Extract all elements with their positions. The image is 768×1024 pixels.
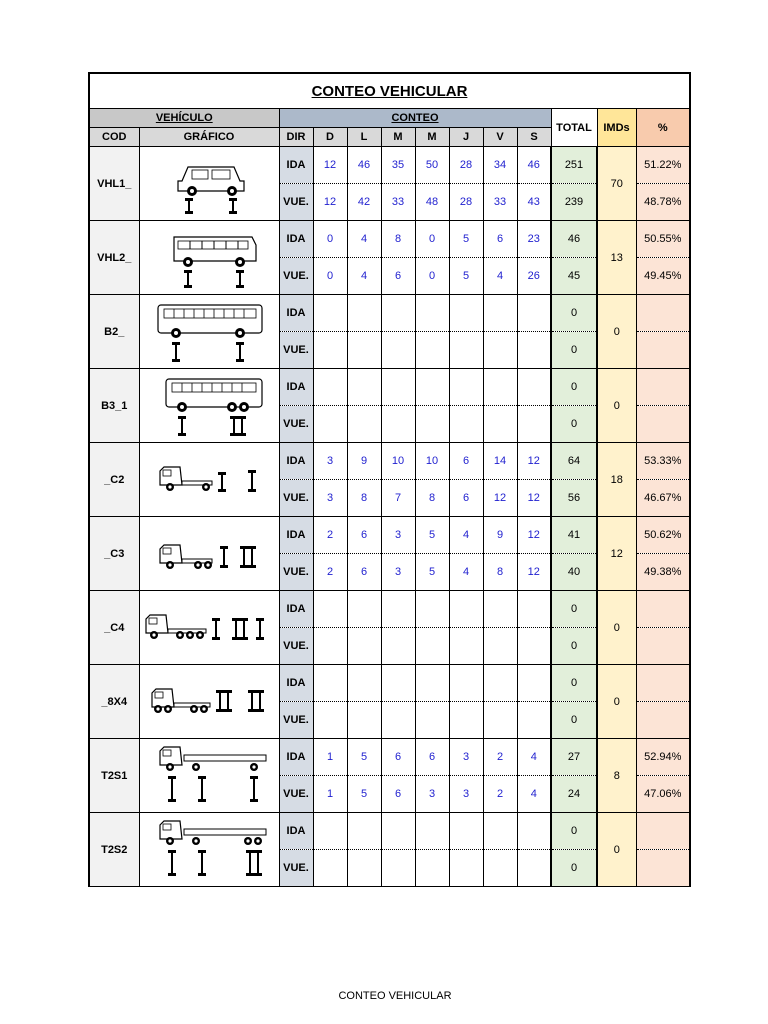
count-ida-cell	[313, 665, 347, 702]
percent-vuelta: 49.45%	[636, 258, 690, 295]
total-vuelta: 0	[551, 850, 597, 887]
vehicle-graphic	[139, 369, 279, 443]
page-footer: CONTEO VEHICULAR	[338, 990, 452, 1002]
dir-vuelta: VUE.	[279, 332, 313, 369]
count-ida-cell: 12	[313, 147, 347, 184]
suv-icon	[140, 151, 279, 217]
count-vuelta-cell: 3	[449, 776, 483, 813]
count-ida-cell	[415, 591, 449, 628]
imds-value: 12	[597, 517, 636, 591]
count-vuelta-cell	[517, 850, 551, 887]
bus-2-axle-icon	[140, 299, 279, 365]
count-ida-cell	[347, 591, 381, 628]
count-ida-cell: 3	[313, 443, 347, 480]
count-vuelta-cell: 28	[449, 184, 483, 221]
count-ida-cell: 34	[483, 147, 517, 184]
vehicle-graphic	[139, 813, 279, 887]
dir-vuelta: VUE.	[279, 406, 313, 443]
vehicle-graphic	[139, 443, 279, 517]
table-row	[89, 591, 690, 628]
table-title: CONTEO VEHICULAR	[311, 82, 468, 100]
count-ida-cell	[415, 813, 449, 850]
count-vuelta-cell	[313, 628, 347, 665]
count-ida-cell: 28	[449, 147, 483, 184]
count-vuelta-cell	[449, 332, 483, 369]
count-ida-cell	[381, 813, 415, 850]
header-percent: %	[636, 109, 690, 147]
table-title-cell	[89, 73, 690, 109]
vehicle-graphic	[139, 517, 279, 591]
dir-vuelta: VUE.	[279, 480, 313, 517]
total-ida: 0	[551, 665, 597, 702]
percent-ida: 52.94%	[636, 739, 690, 776]
dir-ida: IDA	[279, 591, 313, 628]
dir-vuelta: VUE.	[279, 628, 313, 665]
dir-vuelta: VUE.	[279, 184, 313, 221]
dir-vuelta: VUE.	[279, 776, 313, 813]
count-ida-cell: 46	[347, 147, 381, 184]
dir-ida: IDA	[279, 813, 313, 850]
percent-ida	[636, 813, 690, 850]
total-vuelta: 24	[551, 776, 597, 813]
count-vuelta-cell	[347, 332, 381, 369]
count-vuelta-cell: 2	[313, 554, 347, 591]
count-ida-cell: 9	[483, 517, 517, 554]
percent-ida: 53.33%	[636, 443, 690, 480]
header-day: V	[483, 128, 517, 147]
header-cod: COD	[89, 128, 139, 147]
vehicle-graphic	[139, 295, 279, 369]
total-ida: 64	[551, 443, 597, 480]
count-ida-cell: 0	[415, 221, 449, 258]
count-ida-cell	[483, 295, 517, 332]
header-conteo: CONTEO	[279, 109, 551, 128]
count-vuelta-cell	[517, 406, 551, 443]
vehicle-code: VHL1_	[89, 147, 139, 221]
imds-value: 0	[597, 813, 636, 887]
imds-value: 0	[597, 369, 636, 443]
count-vuelta-cell: 1	[313, 776, 347, 813]
count-vuelta-cell: 7	[381, 480, 415, 517]
count-ida-cell	[449, 665, 483, 702]
vehicle-code: T2S1	[89, 739, 139, 813]
count-vuelta-cell	[449, 628, 483, 665]
count-vuelta-cell: 6	[381, 776, 415, 813]
count-ida-cell	[449, 295, 483, 332]
count-ida-cell: 50	[415, 147, 449, 184]
table-row	[89, 517, 690, 554]
count-vuelta-cell: 12	[517, 480, 551, 517]
dir-vuelta: VUE.	[279, 702, 313, 739]
count-vuelta-cell: 8	[483, 554, 517, 591]
count-vuelta-cell: 4	[347, 258, 381, 295]
truck-c4-icon	[140, 595, 279, 661]
percent-vuelta	[636, 332, 690, 369]
count-vuelta-cell: 3	[415, 776, 449, 813]
imds-value: 18	[597, 443, 636, 517]
count-vuelta-cell: 4	[449, 554, 483, 591]
count-vuelta-cell: 8	[347, 480, 381, 517]
total-ida: 41	[551, 517, 597, 554]
count-ida-cell	[415, 295, 449, 332]
imds-value: 8	[597, 739, 636, 813]
count-ida-cell: 14	[483, 443, 517, 480]
percent-vuelta	[636, 628, 690, 665]
count-ida-cell	[483, 591, 517, 628]
percent-ida: 50.55%	[636, 221, 690, 258]
count-ida-cell: 3	[381, 517, 415, 554]
dir-ida: IDA	[279, 147, 313, 184]
count-vuelta-cell: 5	[449, 258, 483, 295]
count-ida-cell: 2	[483, 739, 517, 776]
percent-vuelta	[636, 850, 690, 887]
count-ida-cell	[449, 813, 483, 850]
count-vuelta-cell	[415, 850, 449, 887]
dir-vuelta: VUE.	[279, 554, 313, 591]
count-vuelta-cell	[347, 406, 381, 443]
count-vuelta-cell	[313, 702, 347, 739]
count-vuelta-cell	[415, 628, 449, 665]
count-vuelta-cell	[347, 628, 381, 665]
count-vuelta-cell	[517, 332, 551, 369]
total-vuelta: 0	[551, 406, 597, 443]
vehicle-code: B2_	[89, 295, 139, 369]
imds-value: 0	[597, 591, 636, 665]
header-vehiculo: VEHÍCULO	[89, 109, 279, 128]
count-vuelta-cell	[347, 850, 381, 887]
table-row	[89, 221, 690, 258]
vehicle-code: VHL2_	[89, 221, 139, 295]
count-ida-cell	[415, 369, 449, 406]
total-vuelta: 0	[551, 332, 597, 369]
dir-ida: IDA	[279, 517, 313, 554]
count-vuelta-cell: 33	[381, 184, 415, 221]
count-ida-cell	[449, 369, 483, 406]
count-ida-cell: 10	[415, 443, 449, 480]
count-ida-cell	[347, 665, 381, 702]
trailer-t2s2-icon	[140, 817, 279, 883]
total-vuelta: 56	[551, 480, 597, 517]
percent-vuelta: 49.38%	[636, 554, 690, 591]
count-ida-cell: 5	[449, 221, 483, 258]
count-vuelta-cell	[347, 702, 381, 739]
count-vuelta-cell	[415, 406, 449, 443]
total-vuelta: 45	[551, 258, 597, 295]
count-ida-cell: 2	[313, 517, 347, 554]
count-ida-cell	[381, 591, 415, 628]
count-vuelta-cell: 3	[381, 554, 415, 591]
header-imds: IMDs	[597, 109, 636, 147]
dir-vuelta: VUE.	[279, 258, 313, 295]
count-ida-cell: 4	[347, 221, 381, 258]
count-vuelta-cell: 5	[415, 554, 449, 591]
count-ida-cell	[381, 295, 415, 332]
count-ida-cell: 5	[347, 739, 381, 776]
count-ida-cell	[483, 665, 517, 702]
count-vuelta-cell	[381, 850, 415, 887]
count-vuelta-cell	[517, 702, 551, 739]
minibus-icon	[140, 225, 279, 291]
header-day: D	[313, 128, 347, 147]
total-ida: 46	[551, 221, 597, 258]
truck-8x4-icon	[140, 669, 279, 735]
count-vuelta-cell: 2	[483, 776, 517, 813]
count-ida-cell	[415, 665, 449, 702]
percent-vuelta: 48.78%	[636, 184, 690, 221]
dir-ida: IDA	[279, 739, 313, 776]
count-ida-cell: 1	[313, 739, 347, 776]
total-ida: 0	[551, 295, 597, 332]
count-ida-cell: 3	[449, 739, 483, 776]
vehicle-graphic	[139, 147, 279, 221]
count-vuelta-cell: 42	[347, 184, 381, 221]
table-row	[89, 665, 690, 702]
count-vuelta-cell	[313, 406, 347, 443]
count-ida-cell	[483, 813, 517, 850]
dir-ida: IDA	[279, 369, 313, 406]
percent-ida: 51.22%	[636, 147, 690, 184]
vehicle-graphic	[139, 665, 279, 739]
count-ida-cell	[347, 369, 381, 406]
total-ida: 0	[551, 369, 597, 406]
header-day: J	[449, 128, 483, 147]
count-ida-cell: 10	[381, 443, 415, 480]
count-vuelta-cell: 6	[381, 258, 415, 295]
header-day: M	[381, 128, 415, 147]
header-grafico: GRÁFICO	[139, 128, 279, 147]
count-vuelta-cell	[483, 702, 517, 739]
count-ida-cell	[517, 295, 551, 332]
count-ida-cell: 6	[415, 739, 449, 776]
truck-c3-icon	[140, 521, 279, 587]
vehicle-graphic	[139, 591, 279, 665]
header-dir: DIR	[279, 128, 313, 147]
dir-ida: IDA	[279, 443, 313, 480]
count-ida-cell	[483, 369, 517, 406]
count-vuelta-cell: 48	[415, 184, 449, 221]
dir-ida: IDA	[279, 665, 313, 702]
vehicle-graphic	[139, 739, 279, 813]
count-vuelta-cell	[381, 702, 415, 739]
conteo-sheet	[88, 72, 691, 887]
count-ida-cell	[449, 591, 483, 628]
count-ida-cell: 5	[415, 517, 449, 554]
count-ida-cell	[381, 665, 415, 702]
count-ida-cell	[313, 813, 347, 850]
count-vuelta-cell: 8	[415, 480, 449, 517]
count-ida-cell	[313, 591, 347, 628]
count-vuelta-cell: 4	[517, 776, 551, 813]
count-ida-cell: 12	[517, 443, 551, 480]
count-vuelta-cell	[381, 332, 415, 369]
count-ida-cell: 6	[381, 739, 415, 776]
count-ida-cell: 4	[449, 517, 483, 554]
count-vuelta-cell: 12	[517, 554, 551, 591]
count-vuelta-cell	[449, 406, 483, 443]
count-ida-cell: 23	[517, 221, 551, 258]
count-ida-cell	[517, 665, 551, 702]
total-vuelta: 239	[551, 184, 597, 221]
vehicle-graphic	[139, 221, 279, 295]
count-ida-cell	[517, 591, 551, 628]
count-vuelta-cell	[415, 332, 449, 369]
count-vuelta-cell	[483, 850, 517, 887]
count-ida-cell	[313, 369, 347, 406]
count-ida-cell: 0	[313, 221, 347, 258]
count-vuelta-cell: 4	[483, 258, 517, 295]
count-ida-cell: 8	[381, 221, 415, 258]
count-vuelta-cell: 43	[517, 184, 551, 221]
count-ida-cell: 6	[483, 221, 517, 258]
percent-ida	[636, 665, 690, 702]
header-day: M	[415, 128, 449, 147]
count-vuelta-cell	[449, 850, 483, 887]
table-row	[89, 147, 690, 184]
count-ida-cell	[517, 813, 551, 850]
percent-ida	[636, 369, 690, 406]
vehicle-rows	[89, 147, 690, 887]
vehicle-code: _8X4	[89, 665, 139, 739]
count-ida-cell	[517, 369, 551, 406]
count-vuelta-cell	[381, 406, 415, 443]
count-vuelta-cell	[313, 332, 347, 369]
count-ida-cell	[313, 295, 347, 332]
percent-vuelta	[636, 406, 690, 443]
count-ida-cell	[347, 813, 381, 850]
dir-vuelta: VUE.	[279, 850, 313, 887]
total-ida: 251	[551, 147, 597, 184]
percent-ida	[636, 591, 690, 628]
conteo-table	[88, 72, 691, 887]
count-vuelta-cell: 0	[415, 258, 449, 295]
imds-value: 13	[597, 221, 636, 295]
count-vuelta-cell	[313, 850, 347, 887]
vehicle-code: _C4	[89, 591, 139, 665]
count-vuelta-cell: 0	[313, 258, 347, 295]
vehicle-code: _C2	[89, 443, 139, 517]
count-vuelta-cell	[483, 332, 517, 369]
total-vuelta: 40	[551, 554, 597, 591]
vehicle-code: _C3	[89, 517, 139, 591]
table-row	[89, 295, 690, 332]
percent-ida: 50.62%	[636, 517, 690, 554]
count-vuelta-cell: 5	[347, 776, 381, 813]
count-ida-cell	[347, 295, 381, 332]
count-vuelta-cell: 26	[517, 258, 551, 295]
percent-vuelta: 47.06%	[636, 776, 690, 813]
percent-vuelta	[636, 702, 690, 739]
count-vuelta-cell	[415, 702, 449, 739]
count-ida-cell: 35	[381, 147, 415, 184]
bus-3-axle-icon	[140, 373, 279, 439]
count-vuelta-cell	[381, 628, 415, 665]
vehicle-code: B3_1	[89, 369, 139, 443]
vehicle-code: T2S2	[89, 813, 139, 887]
total-ida: 27	[551, 739, 597, 776]
total-ida: 0	[551, 813, 597, 850]
trailer-t2s1-icon	[140, 743, 279, 809]
dir-ida: IDA	[279, 221, 313, 258]
total-ida: 0	[551, 591, 597, 628]
imds-value: 70	[597, 147, 636, 221]
count-vuelta-cell: 12	[483, 480, 517, 517]
count-vuelta-cell: 6	[347, 554, 381, 591]
table-row	[89, 443, 690, 480]
table-row	[89, 813, 690, 850]
total-vuelta: 0	[551, 628, 597, 665]
imds-value: 0	[597, 295, 636, 369]
header-total: TOTAL	[551, 109, 597, 147]
count-vuelta-cell	[483, 628, 517, 665]
percent-ida	[636, 295, 690, 332]
count-ida-cell	[381, 369, 415, 406]
count-vuelta-cell: 6	[449, 480, 483, 517]
count-vuelta-cell	[449, 702, 483, 739]
count-vuelta-cell	[483, 406, 517, 443]
count-ida-cell: 6	[449, 443, 483, 480]
count-vuelta-cell: 12	[313, 184, 347, 221]
dir-ida: IDA	[279, 295, 313, 332]
count-ida-cell: 12	[517, 517, 551, 554]
header-day: S	[517, 128, 551, 147]
count-vuelta-cell: 3	[313, 480, 347, 517]
count-ida-cell: 6	[347, 517, 381, 554]
percent-vuelta: 46.67%	[636, 480, 690, 517]
header-day: L	[347, 128, 381, 147]
total-vuelta: 0	[551, 702, 597, 739]
imds-value: 0	[597, 665, 636, 739]
count-ida-cell: 9	[347, 443, 381, 480]
count-vuelta-cell: 33	[483, 184, 517, 221]
table-row	[89, 739, 690, 776]
count-vuelta-cell	[517, 628, 551, 665]
count-ida-cell: 46	[517, 147, 551, 184]
count-ida-cell: 4	[517, 739, 551, 776]
truck-c2-icon	[140, 447, 279, 513]
table-row	[89, 369, 690, 406]
